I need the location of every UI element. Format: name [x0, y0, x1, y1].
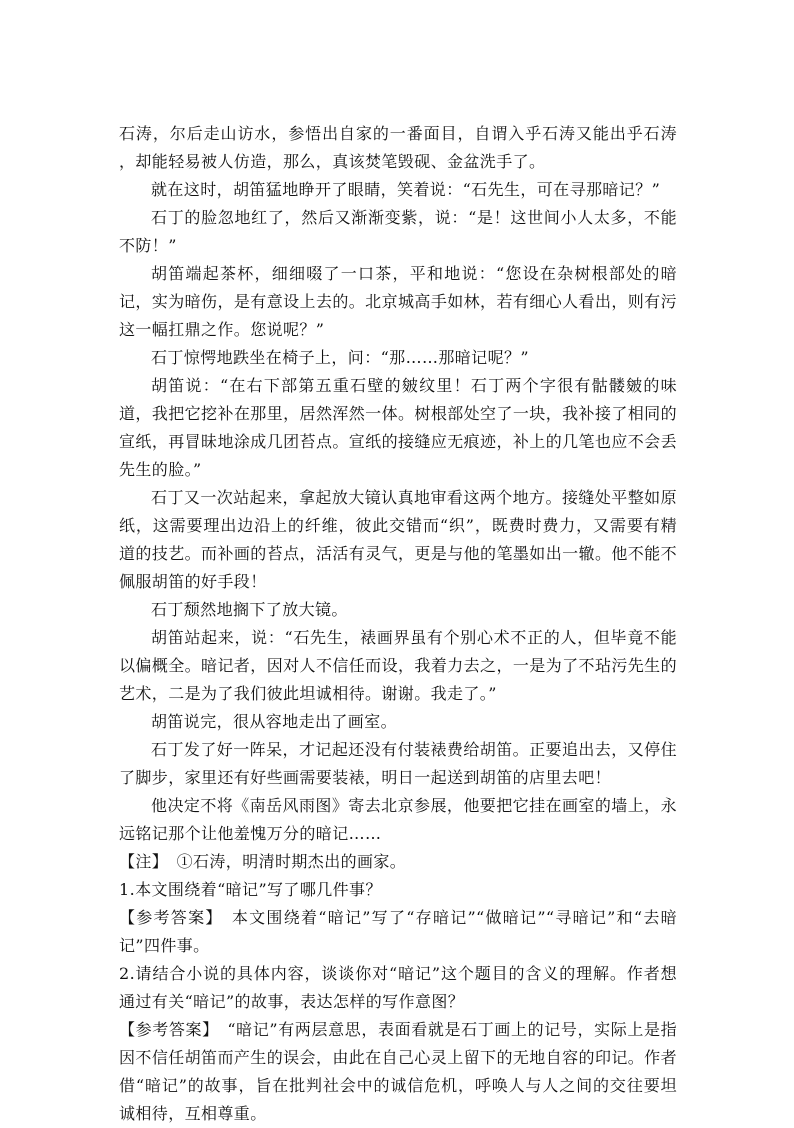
- paragraph-11: 他决定不将《南岳风雨图》寄去北京参展，他要把它挂在画室的墙上，永远铭记那个让他羞愧万分的暗记……: [119, 796, 677, 843]
- paragraph-4: 石丁惊愕地跌坐在椅子上，问：“那……那暗记呢？”: [151, 348, 529, 367]
- answer-2: 【参考答案】 “暗记”有两层意思，表面看就是石丁画上的记号，实际上是指因不信任胡笛而产生的误会，由此在自己心灵上留下的无地自容的印记。作者借“暗记”的故事，旨在批判社会中的诚信危机，呼唤人与人之间的交往要坦诚相待，互相尊重。: [119, 1020, 677, 1123]
- paragraph-1: 就在这时，胡笛猛地睁开了眼睛，笑着说：“石先生，可在寻那暗记？”: [151, 180, 661, 199]
- paragraph-9: 胡笛说完，很从容地走出了画室。: [151, 712, 398, 731]
- paragraph-8: 胡笛站起来，说：“石先生，裱画界虽有个别心术不正的人，但毕竟不能以偏概全。暗记者，因对人不信任而设，我着力去之，一是为了不玷污先生的艺术，二是为了我们彼此坦诚相待。谢谢。我走了。”: [119, 628, 677, 703]
- paragraph-0: 石涛，尔后走山访水，参悟出自家的一番面目，自谓入乎石涛又能出乎石涛 ，却能轻易被人仿造，那么，真该焚笔毁砚、金盆洗手了。: [119, 124, 677, 171]
- paragraph-5: 胡笛说：“在右下部第五重石壁的皴纹里！石丁两个字很有骷髅皴的味道，我把它挖补在那里，居然浑然一体。树根部处空了一块，我补接了相同的宣纸，再冒昧地涂成几团苔点。宣纸的接缝应无痕迹，补上的几笔也应不会丢先生的脸。”: [119, 376, 677, 479]
- paragraph-10: 石丁发了好一阵呆，才记起还没有付装裱费给胡笛。正要追出去，又停住了脚步，家里还有好些画需要装裱，明日一起送到胡笛的店里去吧！: [119, 740, 677, 787]
- paragraph-3: 胡笛端起茶杯，细细啜了一口茶，平和地说：“您设在杂树根部处的暗 记，实为暗伤，是有意设上去的。北京城高手如林，若有细心人看出，则有污这一幅扛鼎之作。您说呢？”: [119, 264, 677, 339]
- paragraph-2: 石丁的脸忽地红了，然后又渐渐变紫，说：“是！这世间小人太多，不能不防！”: [119, 208, 677, 255]
- paragraph-6: 石丁又一次站起来，拿起放大镜认真地审看这两个地方。接缝处平整如原纸，这需要理出边沿上的纤维，彼此交错而“织”，既费时费力，又需要有精道的技艺。而补画的苔点，活活有灵气，更是与他的笔墨如出一辙。他不能不佩服胡笛的好手段！: [119, 488, 677, 591]
- paragraph-7: 石丁颓然地搁下了放大镜。: [151, 600, 348, 619]
- question-1: 1.本文围绕着“暗记”写了哪几件事？: [119, 880, 382, 899]
- answer-1: 【参考答案】 本文围绕着“暗记”写了“存暗记”“做暗记”“寻暗记”和“去暗记”四件事。: [119, 908, 677, 955]
- document-body: [119, 120, 677, 1128]
- note-paragraph: 【注】 ①石涛，明清时期杰出的画家。: [119, 852, 407, 871]
- question-2: 2.请结合小说的具体内容，谈谈你对“暗记”这个题目的含义的理解。作者想通过有关“暗记”的故事，表达怎样的写作意图？: [119, 964, 677, 1011]
